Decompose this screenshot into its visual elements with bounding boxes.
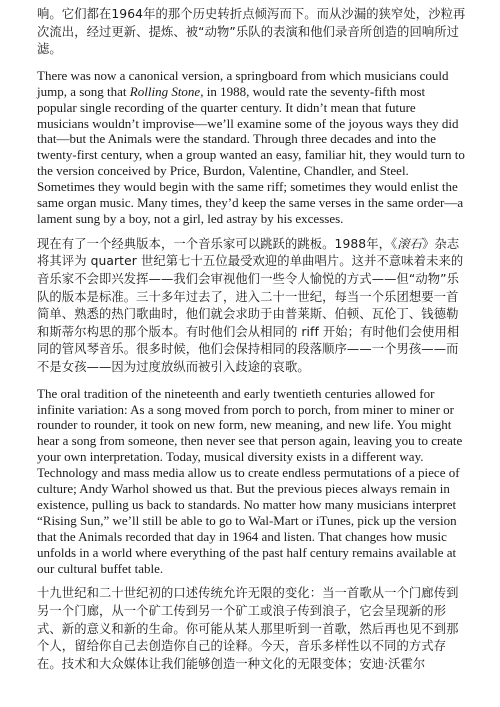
title-rolling-stone: Rolling Stone	[129, 83, 201, 99]
paragraph-zh-3: 十九世纪和二十世纪初的口述传统允许无限的变化：当一首歌从一个门廊传到另一个门廊，从一个矿工传到另一个矿工或浪子传到浪子，它会呈现新的形式、新的意义和新的生命。你可能从某人那里听到一首歌，然后再也见不到那个人，留给你自己去创造你自己的诠释。今天，音乐多样性以不同的方式存在。技术和大众媒体让我们能够创造一种文化的无限变体；安迪·沃霍尔	[37, 586, 459, 671]
paragraph-en-1: There was now a canonical version, a springboard from which musicians could jump, a song that Rolling Stone, in 1988, would rate the seventy-fifth most popular single recording of the quarter century. It didn’t mean that future musicians wouldn’t improvise—we’ll examine some of the joyous ways they did that—but the Animals were the standard. Through three decades and into the twenty-first century, when a group wanted an easy, familiar hit, they would turn to the version conceived by Price, Burdon, Valentine, Chandler, and Steel. Sometimes they would begin with the same riff; sometimes they would enlist the same organ music. Many times, they’d keep the same verses in the same order—a lament sung by a boy, not a girl, led astray by his excesses.	[37, 67, 465, 226]
paragraph-en-2: The oral tradition of the nineteenth and early twentieth centuries allowed for infinite variation: As a song moved from porch to porch, from miner to miner or rounder to rounder, it took on new form, new meaning, and new life. You might hear a song from someone, then never see that person again, leaving you to create your own interpretation. Today, musical diversity exists in a different way. Technology and mass media allow us to create endless permutations of a piece of culture; Andy Warhol showed us that. But the previous pieces always remain in existence, pulling us back to standards. No matter how many musicians interpret “Rising Sun,” we’ll still be able to go to Wal-Mart or iTunes, pick up the version that the Animals recorded that day in 1964 and listen. That changes how music unfolds in a world where everything of the past half century remains available at our cultural buffet table.	[37, 385, 463, 576]
title-gunshi: 滚石	[397, 236, 423, 251]
paragraph-zh-1: 响。它们都在1964年的那个历史转折点倾泻而下。而从沙漏的狭窄处，沙粒再次流出，经过更新、提炼、被“动物”乐队的表演和他们录音所创造的回响所过滤。	[37, 7, 466, 57]
paragraph-zh-2: 现在有了一个经典版本，一个音乐家可以跳跃的跳板。1988年，《滚石》杂志将其评为 quarter 世纪第七十五位最受欢迎的单曲唱片。这并不意味着未来的音乐家不会即兴发挥——我们会审视他们一些令人愉悦的方式——但“动物”乐队的版本是标准。三十多年过去了，进入二十一世纪，每当一个乐团想要一首简单、熟悉的热门歌曲时，他们就会求助于由普莱斯、伯顿、瓦伦丁、钱德勒和斯蒂尔构思的那个版本。有时他们会从相同的 riff 开始；有时他们会使用相同的管风琴音乐。很多时候，他们会保持相同的段落顺序——一个男孩——而不是女孩——因为过度放纵而被引入歧途的哀歌。	[37, 236, 464, 374]
